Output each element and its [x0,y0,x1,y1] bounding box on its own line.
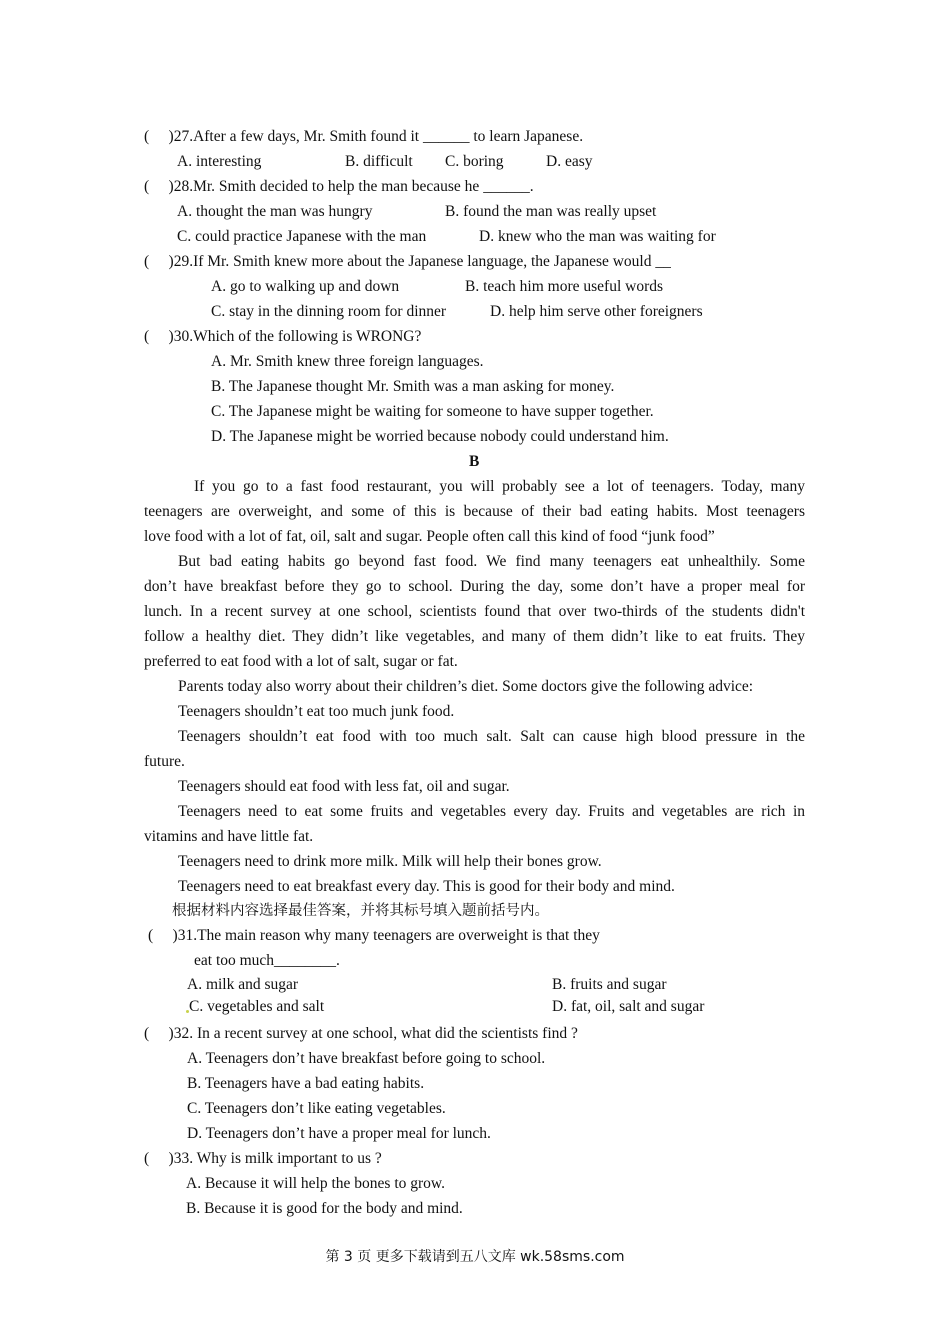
question-33: ( )33. Why is milk important to us ? [144,1150,382,1167]
advice-item: Teenagers need to eat breakfast every day. This is good for their body and mind. [178,878,675,895]
q28-option-c: C. could practice Japanese with the man [177,228,427,245]
question-31-cont: eat too much________. [194,952,340,969]
passage-line: If you go to a fast food restaurant, you will probably see a lot of teenagers. Today, many [194,478,805,495]
advice-item-cont: vitamins and have little fat. [144,828,314,845]
advice-item: Teenagers should eat food with less fat, oil and sugar. [178,778,510,795]
q28-option-a: A. thought the man was hungry [177,203,373,220]
question-30: ( )30.Which of the following is WRONG? [144,328,422,345]
passage-line: teenagers are overweight, and some of this is because of their bad eating habits. Most teenagers [144,503,805,520]
q31-option-d: D. fat, oil, salt and sugar [552,998,705,1015]
q28-option-d: D. knew who the man was waiting for [479,228,716,245]
q32-option-c: C. Teenagers don’t like eating vegetables. [187,1100,446,1117]
instruction-text: 根据材料内容选择最佳答案，并将其标号填入题前括号内。 [172,903,549,919]
passage-line: follow a healthy diet. They didn’t like vegetables, and many of them didn’t like to eat fruits. They [144,628,805,645]
q32-option-a: A. Teenagers don’t have breakfast before going to school. [187,1050,546,1067]
q27-option-b: B. difficult [345,153,413,170]
q29-option-c: C. stay in the dinning room for dinner [211,303,447,320]
q30-option-d: D. The Japanese might be worried because nobody could understand him. [211,428,669,445]
q28-option-b: B. found the man was really upset [445,203,657,220]
q27-option-d: D. easy [546,153,593,170]
q29-option-b: B. teach him more useful words [465,278,664,295]
q27-option-a: A. interesting [177,153,262,170]
q30-option-c: C. The Japanese might be waiting for someone to have supper together. [211,403,654,420]
q29-option-d: D. help him serve other foreigners [490,303,703,320]
question-29: ( )29.If Mr. Smith knew more about the Japanese language, the Japanese would __ [144,253,671,270]
passage-line: love food with a lot of fat, oil, salt and sugar. People often call this kind of food “junk food” [144,528,715,545]
passage-line: don’t have breakfast before they go to school. During the day, some don’t have a proper meal for [144,578,805,595]
q33-option-a: A. Because it will help the bones to grow. [186,1175,445,1192]
question-32: ( )32. In a recent survey at one school, what did the scientists find ? [144,1025,578,1042]
question-31: ( )31.The main reason why many teenagers are overweight is that they [148,927,600,944]
q29-option-a: A. go to walking up and down [211,278,400,295]
q33-option-b: B. Because it is good for the body and mind. [186,1200,463,1217]
passage-line: preferred to eat food with a lot of salt, sugar or fat. [144,653,458,670]
advice-item: Teenagers need to eat some fruits and vegetables every day. Fruits and vegetables are rich in [178,803,805,820]
passage-line: lunch. In a recent survey at one school, scientists found that over two-thirds of the students didn't [144,603,805,620]
q27-option-c: C. boring [445,153,504,170]
page-footer: 第 3 页 更多下载请到五八文库 wk.58sms.com [325,1249,625,1265]
q30-option-b: B. The Japanese thought Mr. Smith was a man asking for money. [211,378,615,395]
advice-item: Teenagers shouldn’t eat too much junk food. [178,703,455,720]
q31-option-c: C. vegetables and salt [189,998,325,1015]
q32-option-b: B. Teenagers have a bad eating habits. [187,1075,425,1092]
question-27: ( )27.After a few days, Mr. Smith found it ______ to learn Japanese. [144,128,584,145]
q31-option-b: B. fruits and sugar [552,976,667,993]
section-b-heading: B [469,453,480,470]
q31-option-a: A. milk and sugar [187,976,299,993]
passage-line: But bad eating habits go beyond fast food. We find many teenagers eat unhealthily. Some [178,553,805,570]
question-28: ( )28.Mr. Smith decided to help the man because he ______. [144,178,534,195]
advice-item: Teenagers need to drink more milk. Milk will help their bones grow. [178,853,602,870]
advice-item: Teenagers shouldn’t eat food with too much salt. Salt can cause high blood pressure in the [178,728,805,745]
q32-option-d: D. Teenagers don’t have a proper meal for lunch. [187,1125,491,1142]
advice-item-cont: future. [144,753,185,770]
q30-option-a: A. Mr. Smith knew three foreign languages. [211,353,484,370]
passage-line: Parents today also worry about their children’s diet. Some doctors give the following advice: [178,678,754,695]
